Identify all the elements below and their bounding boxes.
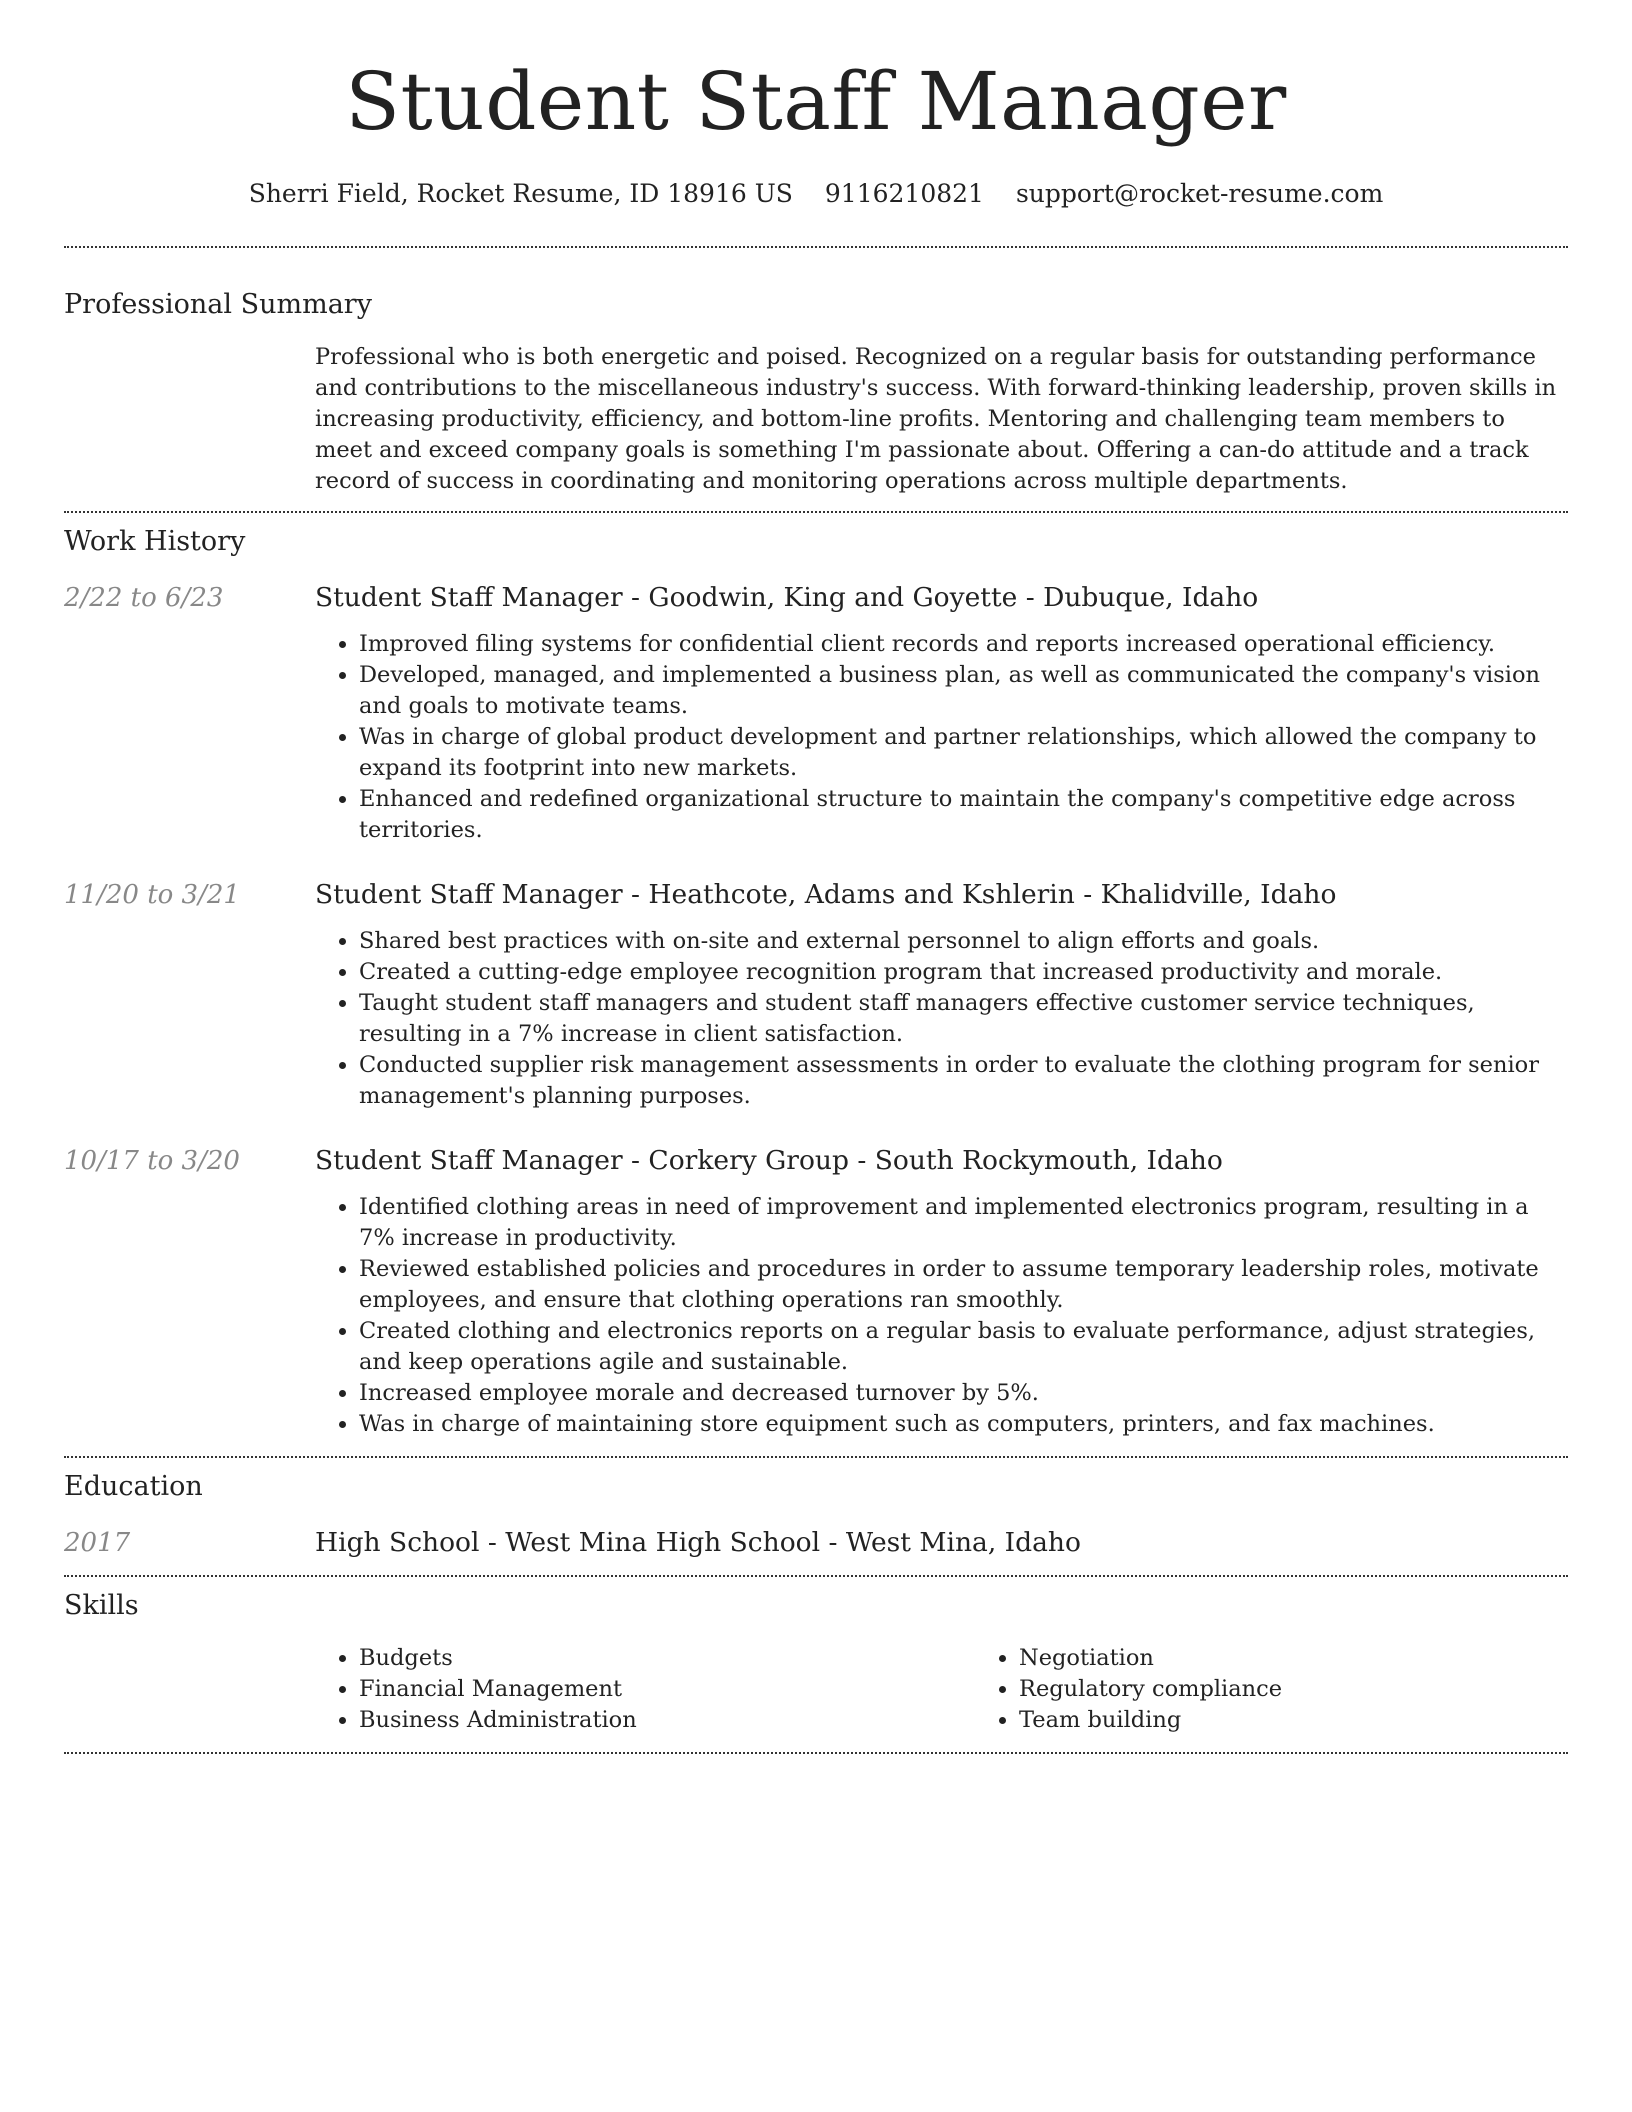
skills-grid xyxy=(315,1643,1632,1736)
job-dates: 2/22 to 6/23 xyxy=(64,583,224,613)
header-divider xyxy=(64,246,1568,248)
job-bullets xyxy=(315,629,1568,846)
contact-phone: 9116210821 xyxy=(824,179,984,208)
skills-heading: Skills xyxy=(64,1590,139,1621)
job-entry xyxy=(64,878,1568,1112)
skills-divider xyxy=(64,1752,1568,1754)
job-bullet: • Identified clothing areas in need of improvement and implemented electronics program, resulting in a 7% increase in productivity. xyxy=(359,1192,1568,1254)
job-details xyxy=(315,1144,1568,1440)
job-bullet: • Created clothing and electronics reports on a regular basis to evaluate performance, adjust strategies, and keep operations agile and sustainable. xyxy=(359,1316,1568,1378)
skills-list-right xyxy=(975,1643,1632,1736)
job-bullet: • Enhanced and redefined organizational structure to maintain the company's competitive edge across territories. xyxy=(359,784,1568,846)
job-title: Student Staff Manager - Goodwin, King and Goyette - Dubuque, Idaho xyxy=(315,582,1259,613)
skills-row xyxy=(64,1643,1568,1736)
job-entry xyxy=(64,581,1568,846)
job-details xyxy=(315,581,1568,846)
skill-item: • Business Administration xyxy=(359,1705,975,1736)
job-dates: 11/20 to 3/21 xyxy=(64,880,240,910)
job-bullet: • Reviewed established policies and procedures in order to assume temporary leadership roles, motivate employees, and ensure that clothing operations ran smoothly. xyxy=(359,1254,1568,1316)
work-history-heading: Work History xyxy=(64,526,246,557)
education-heading: Education xyxy=(64,1471,203,1502)
skills-list-left xyxy=(315,1643,975,1736)
summary-text: Professional who is both energetic and poised. Recognized on a regular basis for outstanding performance and contributions to the miscellaneous industry's success. With forward-thinking leadership, proven skills in increasing productivity, efficiency, and bottom-line profits. Mentoring and challenging team members to meet and exceed company goals is something I'm passionate about. Offering a can-do attitude and a track record of success in coordinating and monitoring operations across multiple departments. xyxy=(315,344,1557,494)
skill-item: • Team building xyxy=(1019,1705,1632,1736)
education-section xyxy=(64,1470,1568,1560)
job-bullet: • Conducted supplier risk management assessments in order to evaluate the clothing program for senior management's planning purposes. xyxy=(359,1050,1568,1112)
work-history-divider xyxy=(64,1456,1568,1458)
education-entry xyxy=(64,1526,1568,1560)
skills-section xyxy=(64,1589,1568,1736)
summary-right-col xyxy=(315,342,1568,497)
job-bullets xyxy=(315,1192,1568,1440)
skill-item: • Regulatory compliance xyxy=(1019,1674,1632,1705)
job-bullet: • Improved filing systems for confidential client records and reports increased operational efficiency. xyxy=(359,629,1568,660)
job-bullet: • Was in charge of maintaining store equipment such as computers, printers, and fax machines. xyxy=(359,1409,1568,1440)
job-bullet: • Taught student staff managers and student staff managers effective customer service techniques, resulting in a 7% increase in client satisfaction. xyxy=(359,988,1568,1050)
contact-address: Sherri Field, Rocket Resume, ID 18916 US xyxy=(248,179,793,208)
education-title: High School - West Mina High School - West Mina, Idaho xyxy=(315,1527,1081,1558)
job-bullet: • Increased employee morale and decreased turnover by 5%. xyxy=(359,1378,1568,1409)
education-year: 2017 xyxy=(64,1528,131,1558)
job-bullet: • Was in charge of global product development and partner relationships, which allowed the company to expand its footprint into new markets. xyxy=(359,722,1568,784)
contact-line xyxy=(64,178,1568,210)
education-details xyxy=(315,1526,1568,1560)
contact-email: support@rocket-resume.com xyxy=(1015,179,1384,208)
education-divider xyxy=(64,1575,1568,1577)
job-bullet: • Developed, managed, and implemented a business plan, as well as communicated the company's vision and goals to motivate teams. xyxy=(359,660,1568,722)
skill-item: • Financial Management xyxy=(359,1674,975,1705)
summary-section xyxy=(64,288,1568,497)
resume-name: Student Staff Manager xyxy=(345,55,1287,148)
job-bullet: • Shared best practices with on-site and external personnel to align efforts and goals. xyxy=(359,926,1568,957)
job-title: Student Staff Manager - Heathcote, Adams and Kshlerin - Khalidville, Idaho xyxy=(315,879,1337,910)
summary-divider xyxy=(64,511,1568,513)
job-bullets xyxy=(315,926,1568,1112)
summary-row xyxy=(64,342,1568,497)
job-bullet: • Created a cutting-edge employee recognition program that increased productivity and morale. xyxy=(359,957,1568,988)
job-details xyxy=(315,878,1568,1112)
work-history-section xyxy=(64,525,1568,1440)
job-title: Student Staff Manager - Corkery Group - South Rockymouth, Idaho xyxy=(315,1145,1223,1176)
skill-item: • Negotiation xyxy=(1019,1643,1632,1674)
job-dates: 10/17 to 3/20 xyxy=(64,1146,240,1176)
skill-item: • Budgets xyxy=(359,1643,975,1674)
job-entry xyxy=(64,1144,1568,1440)
summary-heading: Professional Summary xyxy=(64,289,372,320)
